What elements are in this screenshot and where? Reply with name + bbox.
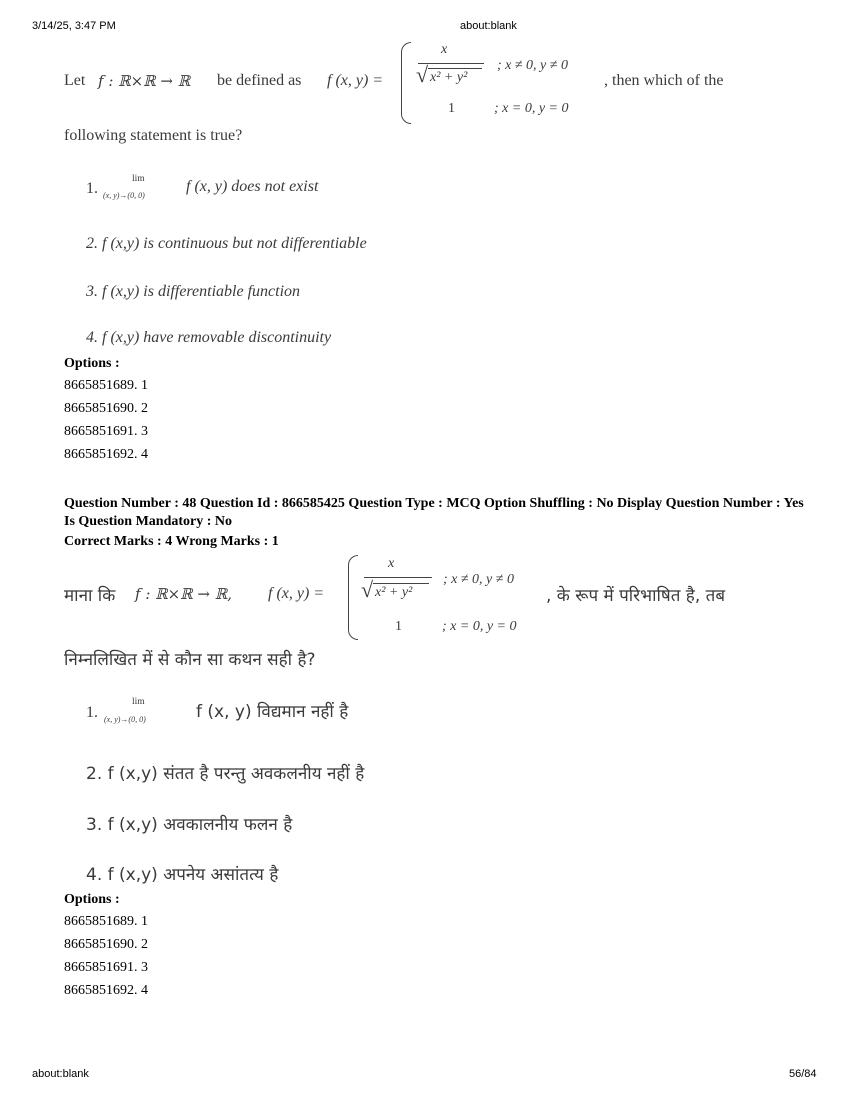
q-en-opt2: 2. f (x,y) is continuous but not differentiable	[86, 235, 367, 252]
q-hi-opt3: 3. f (x,y) अवकालनीय फलन है	[86, 815, 293, 835]
options-heading-2: Options :	[64, 892, 120, 907]
q-en-case1: ; x ≠ 0, y ≠ 0	[497, 58, 568, 73]
q-en-one: 1	[448, 101, 455, 116]
q-hi-opt1-num: 1.	[86, 704, 98, 721]
q-hi-brace	[348, 555, 358, 640]
q-hi-denominator: x² + y²	[375, 585, 413, 600]
option-id-2: 8665851690. 2	[64, 401, 148, 416]
option-id-3: 8665851691. 3	[64, 424, 148, 439]
question-metadata: Question Number : 48 Question Id : 866585425 Question Type : MCQ Option Shuffling : No Display Question Number : Yes Is Question Mandatory : No	[64, 496, 804, 529]
q-hi-lim-sub: (x, y)→(0, 0)	[104, 715, 146, 724]
q-hi-line2: निम्नलिखित में से कौन सा कथन सही है?	[64, 650, 316, 670]
q-hi-lim: lim	[132, 697, 145, 707]
question-marks: Correct Marks : 4 Wrong Marks : 1	[64, 534, 279, 549]
q-hi-opt4: 4. f (x,y) अपनेय असांतत्य है	[86, 865, 279, 885]
q-en-opt4: 4. f (x,y) have removable discontinuity	[86, 329, 332, 346]
q-hi-sqrt-bar	[373, 583, 429, 584]
q-hi-opt1-text: f (x, y) विद्यमान नहीं है	[196, 702, 349, 722]
q-hi-fxy: f (x, y) =	[268, 585, 325, 602]
q-hi-one: 1	[395, 619, 402, 634]
option-id-3: 8665851691. 3	[64, 960, 148, 975]
option-id-1: 8665851689. 1	[64, 378, 148, 393]
q-hi-case2: ; x = 0, y = 0	[442, 619, 517, 634]
q-hi-numerator: x	[388, 556, 395, 571]
q-en-lim: lim	[132, 174, 145, 184]
print-url-footer: about:blank	[32, 1068, 89, 1080]
option-id-4: 8665851692. 4	[64, 447, 148, 462]
q-hi-fraction-bar	[364, 577, 432, 578]
q-en-defined: be defined as	[217, 72, 302, 89]
q-hi-let: माना कि	[64, 586, 116, 606]
print-url-header: about:blank	[460, 20, 517, 32]
q-en-let: Let	[64, 72, 86, 89]
options-heading-1: Options :	[64, 356, 120, 371]
q-hi-case1: ; x ≠ 0, y ≠ 0	[443, 572, 514, 587]
q-en-opt3: 3. f (x,y) is differentiable function	[86, 283, 301, 300]
q-en-opt1-text: f (x, y) does not exist	[186, 178, 319, 195]
q-en-fxy: f (x, y) =	[327, 72, 384, 89]
q-en-sqrt-bar	[428, 68, 482, 69]
q-hi-fmap: f : ℝ×ℝ → ℝ,	[135, 585, 232, 603]
option-id-4: 8665851692. 4	[64, 983, 148, 998]
q-en-case2: ; x = 0, y = 0	[494, 101, 569, 116]
q-en-fmap: f : ℝ×ℝ → ℝ	[98, 72, 191, 90]
page-number: 56/84	[789, 1068, 817, 1080]
q-en-opt1-num: 1.	[86, 180, 98, 197]
q-hi-sqrt-sign: √	[361, 577, 374, 602]
option-id-1: 8665851689. 1	[64, 914, 148, 929]
q-en-sqrt-sign: √	[416, 62, 429, 87]
option-id-2: 8665851690. 2	[64, 937, 148, 952]
q-en-numerator: x	[441, 42, 448, 57]
q-en-lim-sub: (x, y)→(0, 0)	[103, 191, 145, 200]
q-en-then: , then which of the	[604, 72, 724, 89]
q-en-brace	[401, 42, 411, 124]
q-en-denominator: x² + y²	[430, 70, 468, 85]
q-hi-then: , के रूप में परिभाषित है, तब	[546, 586, 726, 606]
q-en-line2: following statement is true?	[64, 127, 243, 144]
print-datetime: 3/14/25, 3:47 PM	[32, 20, 116, 32]
q-hi-opt2: 2. f (x,y) संतत है परन्तु अवकलनीय नहीं है	[86, 764, 365, 784]
